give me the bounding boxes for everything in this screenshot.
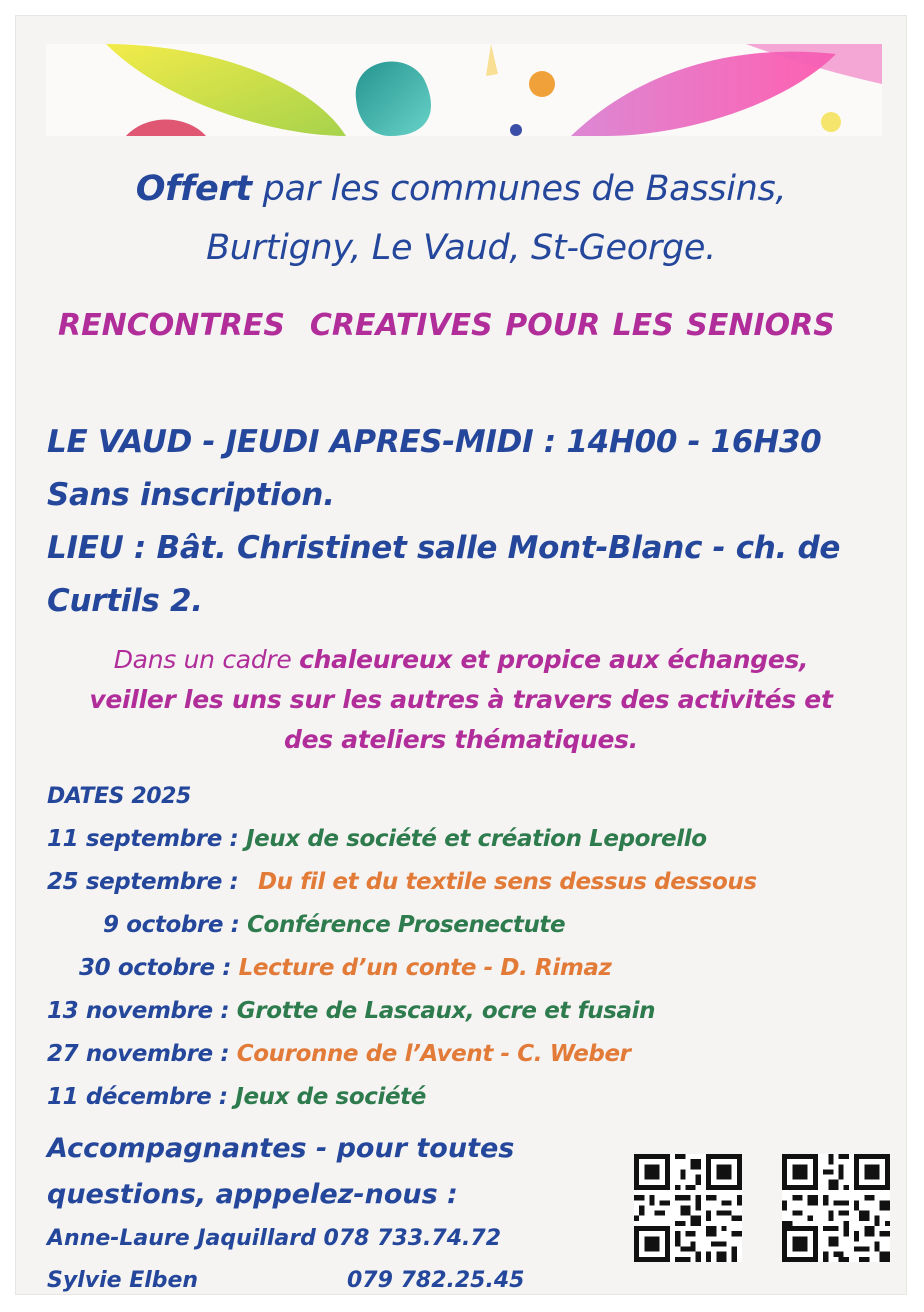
offert-text [16,160,906,278]
contact-phone: 079 782.25.45 [347,1268,525,1293]
activity: Jeux de société et création Leporello [245,826,707,852]
date-row [47,1033,757,1076]
description-line1: chaleureux et propice aux échanges, [299,645,809,674]
contact-phone: 078 733.74.72 [323,1226,501,1251]
contact-block [47,1126,524,1294]
contact-line-2: questions, apppelez-nous : [47,1179,458,1210]
location-line-1: LIEU : Bât. Christinet salle Mont-Blanc - ch. de [47,530,841,566]
date: 13 novembre : [47,998,230,1024]
activity: Du fil et du textile sens dessus dessous [257,869,757,895]
date-row [47,990,757,1033]
date: 11 septembre : [47,826,239,852]
flyer [16,16,906,1294]
event-info [47,416,840,628]
dates-list [47,776,757,1119]
qr-code-1[interactable] [634,1154,742,1262]
dates-label: DATES 2025 [47,784,191,809]
contact-name: Anne-Laure Jaquillard [47,1226,316,1251]
date: 11 décembre : [47,1084,228,1110]
activity: Grotte de Lascaux, ocre et fusain [236,998,656,1024]
date: 9 octobre : [103,912,240,938]
schedule-line: LE VAUD - JEUDI APRES-MIDI : 14H00 - 16H30 [47,424,822,460]
activity: Lecture d’un conte - D. Rimaz [238,955,612,981]
date-row [47,904,757,947]
description-line3: des ateliers thématiques. [284,725,638,754]
offert-line1: par les communes de Bassins, [251,169,787,209]
contact-name: Sylvie Elben [47,1268,199,1293]
offert-line2: Burtigny, Le Vaud, St-George. [206,228,716,268]
activity: Conférence Prosenectute [247,912,566,938]
date-row [47,947,757,990]
contact-line-1: Accompagnantes - pour toutes [47,1133,515,1164]
watercolor-banner [46,44,882,136]
offert-bold-word: Offert [135,169,252,209]
description-line2: veiller les uns sur les autres à travers des activités et [89,685,833,714]
qr-code-2[interactable] [782,1154,890,1262]
contact-person [47,1260,524,1294]
location-line-2: Curtils 2. [47,583,203,619]
date: 25 septembre : [47,869,239,895]
activity: Jeux de société [235,1084,426,1110]
date: 30 octobre : [79,955,232,981]
date-row [47,861,757,904]
contact-person [47,1218,524,1260]
date: 27 novembre : [47,1041,230,1067]
date-row [47,1076,757,1119]
main-heading: RENCONTRES CREATIVES POUR LES SENIORS [58,308,835,343]
description-intro: Dans un cadre [113,645,300,674]
description [16,640,906,760]
activity: Couronne de l’Avent - C. Weber [236,1041,631,1067]
date-row [47,818,757,861]
registration-line: Sans inscription. [47,477,335,513]
